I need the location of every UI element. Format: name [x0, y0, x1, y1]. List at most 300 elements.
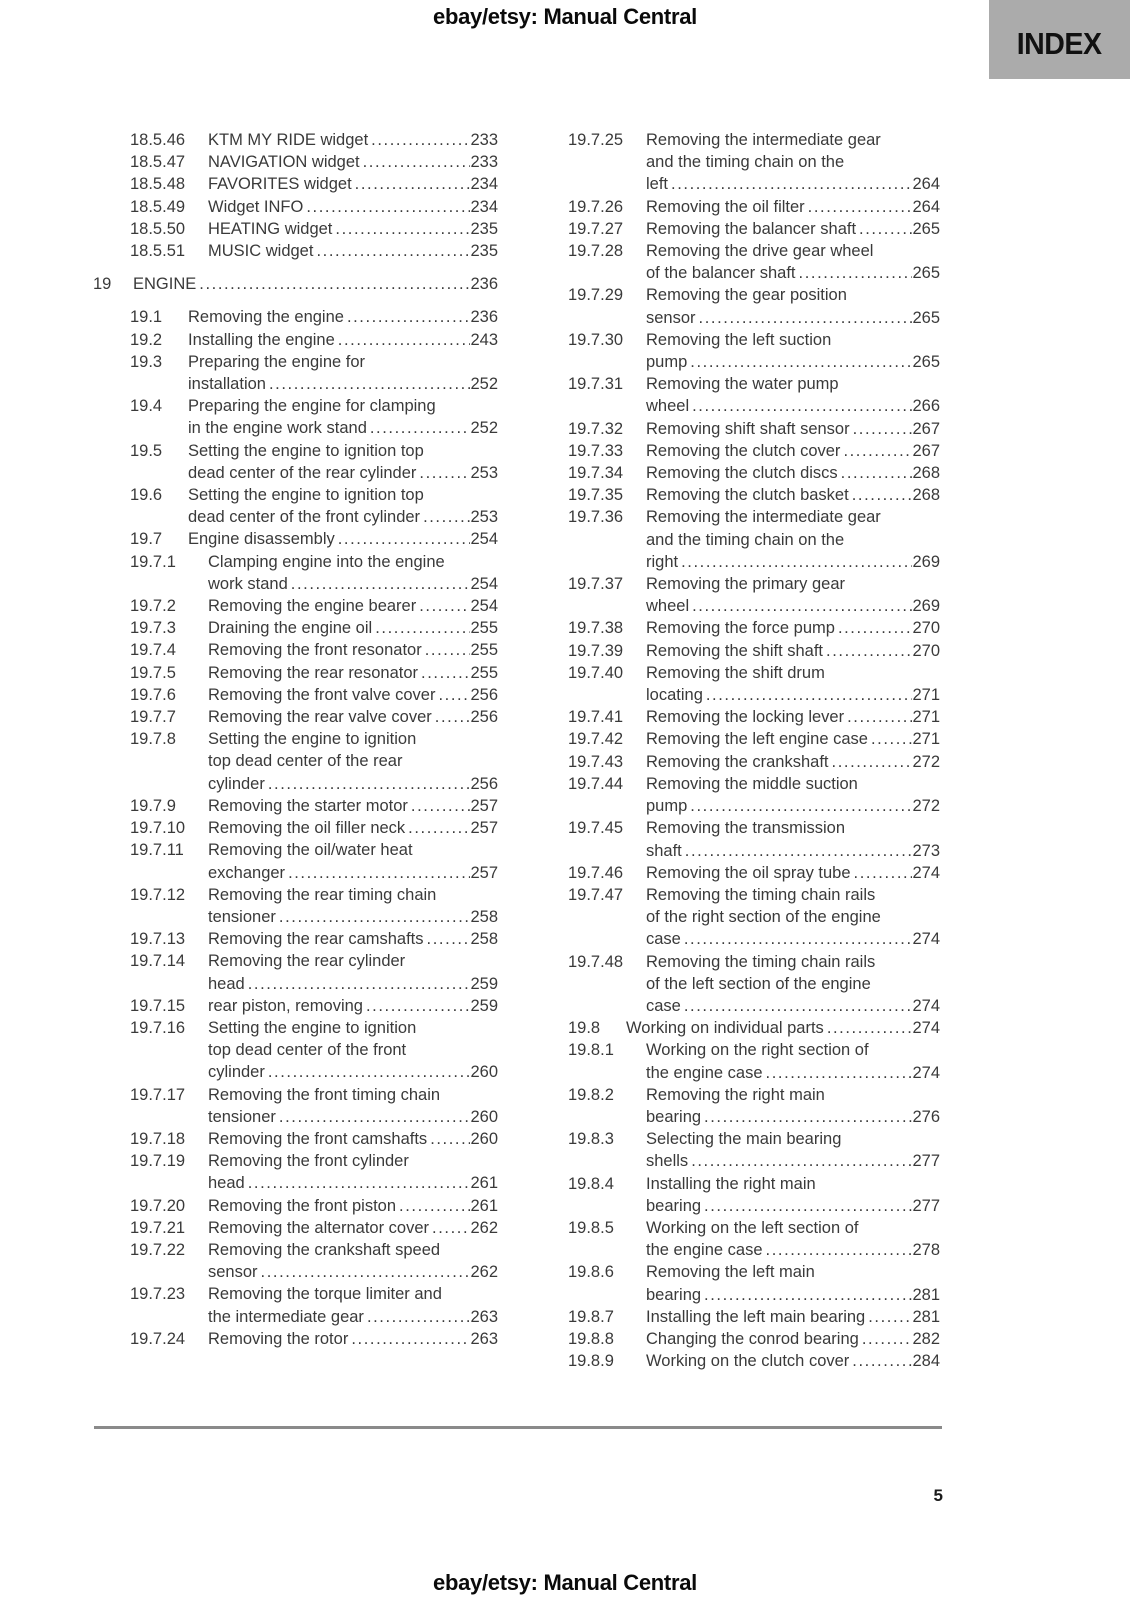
entry-title-line: Removing the clutch discs: [646, 464, 838, 483]
dot-leader: [288, 573, 470, 595]
dot-leader: [678, 551, 912, 573]
entry-number: 19.7.16: [130, 1018, 186, 1037]
dot-leader: [276, 906, 470, 928]
entry-number: 19.7.22: [130, 1240, 186, 1259]
entry-number: 19.7.19: [130, 1152, 186, 1171]
dot-leader: [805, 196, 912, 218]
entry-number: 19.7.31: [568, 375, 624, 394]
toc-entry: [93, 484, 498, 528]
toc-entry: [93, 684, 498, 706]
toc-entry: [93, 1195, 498, 1217]
dot-leader: [763, 1239, 912, 1261]
entry-page-number: 235: [470, 219, 498, 238]
dot-leader: [368, 129, 470, 151]
entry-title-line: Removing the locking lever: [646, 708, 845, 727]
entry-title-line: Removing the drive gear wheel: [646, 242, 874, 261]
entry-page-number: 269: [912, 552, 940, 571]
toc-entry: [93, 884, 498, 928]
entry-title-line: rear piston, removing: [208, 996, 363, 1015]
entry-title-line: sensor: [646, 308, 696, 327]
entry-number: 19.7.37: [568, 575, 624, 594]
entry-number: 19.7.18: [130, 1129, 186, 1148]
entry-title-line: Removing the rear valve cover: [208, 708, 432, 727]
entry-number: 19.7.42: [568, 730, 624, 749]
dot-leader: [829, 751, 912, 773]
entry-title-line: Removing the oil spray tube: [646, 863, 851, 882]
dot-leader: [840, 440, 912, 462]
entry-title-line: MUSIC widget: [208, 242, 314, 261]
header-title: ebay/etsy: Manual Central: [433, 4, 697, 29]
dot-leader: [687, 351, 912, 373]
entry-page-number: 267: [912, 419, 940, 438]
entry-page-number: 258: [470, 930, 498, 949]
entry-title-line: installation: [188, 375, 266, 394]
toc-entry: [531, 817, 940, 861]
entry-number: 19.7.41: [568, 708, 624, 727]
entry-number: 19: [93, 275, 112, 294]
entry-title-line: tensioner: [208, 907, 276, 926]
entry-page-number: 274: [912, 1019, 940, 1038]
entry-title-line: Working on the left section of: [646, 1218, 859, 1237]
entry-number: 19.8.5: [568, 1218, 614, 1237]
entry-page-number: 274: [912, 996, 940, 1015]
entry-number: 19.7.12: [130, 885, 186, 904]
entry-title-line: Removing the clutch basket: [646, 486, 849, 505]
entry-page-number: 267: [912, 441, 940, 460]
dot-leader: [418, 662, 470, 684]
dot-leader: [396, 1195, 470, 1217]
toc-entry: [531, 196, 940, 218]
entry-title-line: Clamping engine into the engine: [208, 552, 445, 571]
toc-entry: [531, 440, 940, 462]
entry-title-line: and the timing chain on the: [646, 153, 845, 172]
entry-number: 19.7.5: [130, 663, 176, 682]
entry-title-line: Draining the engine oil: [208, 619, 373, 638]
entry-number: 19.7.32: [568, 419, 624, 438]
entry-page-number: 270: [912, 641, 940, 660]
dot-leader: [681, 995, 912, 1017]
entry-number: 19.7.6: [130, 685, 176, 704]
entry-title-line: Removing the intermediate gear: [646, 131, 881, 149]
toc-entry: [93, 273, 498, 295]
entry-page-number: 256: [470, 708, 498, 727]
entry-page-number: 282: [912, 1329, 940, 1348]
entry-page-number: 265: [912, 264, 940, 283]
entry-page-number: 274: [912, 930, 940, 949]
entry-title-line: dead center of the front cylinder: [188, 508, 421, 527]
entry-title-line: Removing the engine: [188, 308, 344, 327]
entry-title-line: Removing the front valve cover: [208, 685, 436, 704]
entry-number: 19.7.9: [130, 796, 176, 815]
entry-title-line: NAVIGATION widget: [208, 153, 360, 172]
entry-number: 19.7.29: [568, 286, 624, 305]
entry-title-line: work stand: [208, 574, 288, 593]
toc-entry: [531, 640, 940, 662]
entry-title-line: Removing the crankshaft speed: [208, 1240, 441, 1259]
entry-number: 19.8.9: [568, 1352, 614, 1371]
entry-title-line: Removing the force pump: [646, 619, 835, 638]
entry-title-line: Removing the starter motor: [208, 796, 408, 815]
dot-leader: [868, 728, 912, 750]
dot-leader: [701, 1284, 912, 1306]
toc-entry: [93, 1150, 498, 1194]
entry-title-line: Engine disassembly: [188, 530, 335, 549]
entry-title-line: Setting the engine to ignition: [208, 1018, 417, 1037]
entry-number: 19.7.25: [568, 131, 624, 149]
dot-leader: [364, 1306, 470, 1328]
page-header: [0, 4, 1130, 30]
toc-entry: [531, 484, 940, 506]
entry-page-number: 253: [470, 508, 498, 527]
entry-page-number: 260: [470, 1107, 498, 1126]
entry-title-line: Changing the conrod bearing: [646, 1329, 859, 1348]
entry-number: 19.8.1: [568, 1041, 614, 1060]
dot-leader: [266, 373, 470, 395]
dot-leader: [427, 1128, 470, 1150]
dot-leader: [681, 928, 912, 950]
page-number-footer: 5: [933, 1486, 943, 1505]
toc-entry: [93, 617, 498, 639]
dot-leader: [435, 684, 470, 706]
entry-page-number: 257: [470, 863, 498, 882]
entry-number: 19.7.1: [130, 552, 176, 571]
entry-number: 18.5.51: [130, 242, 186, 261]
dot-leader: [276, 1106, 470, 1128]
toc-entry: [93, 1128, 498, 1150]
entry-page-number: 234: [470, 197, 498, 216]
toc-entry: [93, 440, 498, 484]
dot-leader: [689, 395, 912, 417]
entry-number: 19.7.13: [130, 930, 186, 949]
entry-title-line: left: [646, 175, 669, 194]
dot-leader: [363, 995, 470, 1017]
entry-number: 19.8.8: [568, 1329, 614, 1348]
entry-number: 19.8.3: [568, 1130, 614, 1149]
dot-leader: [372, 617, 470, 639]
dot-leader: [850, 418, 912, 440]
dot-leader: [835, 617, 912, 639]
entry-title-line: Removing shift shaft sensor: [646, 419, 850, 438]
entry-page-number: 233: [470, 131, 498, 149]
entry-page-number: 284: [912, 1352, 940, 1371]
dot-leader: [429, 1217, 470, 1239]
dot-leader: [668, 173, 912, 195]
entry-title-line: Removing the rear timing chain: [208, 885, 437, 904]
entry-title-line: dead center of the rear cylinder: [188, 463, 417, 482]
entry-page-number: 261: [470, 1174, 498, 1193]
entry-title-line: head: [208, 974, 245, 993]
entry-page-number: 278: [912, 1241, 940, 1260]
toc-entry: [531, 1306, 940, 1328]
entry-page-number: 256: [470, 774, 498, 793]
toc-entry: [531, 1128, 940, 1172]
dot-leader: [432, 706, 470, 728]
entry-title-line: Removing the rotor: [208, 1329, 349, 1348]
entry-number: 19.7.20: [130, 1196, 186, 1215]
entry-number: 18.5.46: [130, 131, 186, 149]
dot-leader: [420, 506, 470, 528]
entry-number: 19.7.36: [568, 508, 624, 527]
dot-leader: [688, 1150, 912, 1172]
index-label: INDEX: [1017, 25, 1102, 61]
toc-column-left: [93, 129, 498, 1350]
toc-entry: [531, 884, 940, 951]
toc-entry: [93, 595, 498, 617]
entry-title-line: Installing the right main: [646, 1174, 816, 1193]
entry-title-line: Removing the balancer shaft: [646, 219, 857, 238]
dot-leader: [687, 795, 912, 817]
dot-leader: [701, 1106, 912, 1128]
entry-title-line: Removing the oil filler neck: [208, 819, 406, 838]
entry-number: 19.1: [130, 308, 163, 327]
entry-number: 18.5.50: [130, 219, 186, 238]
entry-title-line: Removing the left engine case: [646, 730, 868, 749]
entry-title-line: case: [646, 996, 681, 1015]
entry-page-number: 260: [470, 1063, 498, 1082]
entry-number: 18.5.48: [130, 175, 186, 194]
entry-title-line: Removing the shift drum: [646, 663, 825, 682]
entry-page-number: 276: [912, 1107, 940, 1126]
entry-page-number: 243: [470, 330, 498, 349]
entry-title-line: cylinder: [208, 1063, 265, 1082]
dot-leader: [859, 1328, 912, 1350]
entry-number: 19.7.47: [568, 885, 624, 904]
entry-page-number: 266: [912, 397, 940, 416]
entry-number: 19.8: [568, 1019, 601, 1038]
entry-page-number: 259: [470, 974, 498, 993]
dot-leader: [245, 1172, 470, 1194]
dot-leader: [335, 329, 470, 351]
dot-leader: [682, 840, 912, 862]
toc-entry: [531, 1261, 940, 1305]
entry-page-number: 260: [470, 1129, 498, 1148]
entry-page-number: 264: [912, 197, 940, 216]
entry-title-line: Removing the front resonator: [208, 641, 422, 660]
dot-leader: [245, 973, 470, 995]
toc-entry: [93, 728, 498, 795]
toc-entry: [93, 218, 498, 240]
entry-page-number: 271: [912, 730, 940, 749]
dot-leader: [408, 795, 470, 817]
toc-entry: [93, 639, 498, 661]
dot-leader: [335, 528, 470, 550]
toc-entry: [93, 662, 498, 684]
entry-title-line: case: [646, 930, 681, 949]
entry-number: 19.7: [130, 530, 163, 549]
dot-leader: [838, 462, 912, 484]
entry-title-line: Preparing the engine for: [188, 352, 366, 371]
entry-page-number: 272: [912, 797, 940, 816]
entry-title-line: Removing the left main: [646, 1263, 815, 1282]
entry-page-number: 262: [470, 1263, 498, 1282]
toc-entry: [531, 506, 940, 573]
entry-page-number: 253: [470, 463, 498, 482]
entry-number: 19.6: [130, 486, 163, 505]
entry-page-number: 235: [470, 242, 498, 261]
entry-title-line: wheel: [646, 397, 690, 416]
toc-entry: [531, 418, 940, 440]
dot-leader: [344, 306, 470, 328]
entry-page-number: 236: [470, 275, 498, 294]
entry-title-line: Removing the gear position: [646, 286, 847, 305]
toc-entry: [93, 351, 498, 395]
toc-entry: [531, 617, 940, 639]
toc-entry: [93, 129, 498, 151]
toc-entry: [531, 240, 940, 284]
entry-page-number: 272: [912, 752, 940, 771]
entry-page-number: 234: [470, 175, 498, 194]
entry-title-line: wheel: [646, 597, 690, 616]
toc-entry: [93, 1283, 498, 1327]
entry-number: 19.7.11: [130, 841, 184, 860]
entry-title-line: Removing the timing chain rails: [646, 885, 876, 904]
entry-page-number: 265: [912, 219, 940, 238]
toc-entry: [93, 795, 498, 817]
dot-leader: [865, 1306, 912, 1328]
entry-page-number: 257: [470, 819, 498, 838]
dot-leader: [360, 151, 470, 173]
entry-title-line: Selecting the main bearing: [646, 1130, 842, 1149]
toc-entry: [531, 951, 940, 1018]
entry-title-line: Removing the front cylinder: [208, 1152, 409, 1171]
entry-page-number: 273: [912, 841, 940, 860]
toc-entry: [93, 1017, 498, 1084]
entry-title-line: shaft: [646, 841, 682, 860]
entry-page-number: 255: [470, 641, 498, 660]
dot-leader: [851, 862, 912, 884]
entry-number: 19.7.7: [130, 708, 176, 727]
toc-column-right: [531, 129, 940, 1372]
entry-title-line: sensor: [208, 1263, 258, 1282]
entry-page-number: 262: [470, 1218, 498, 1237]
dot-leader: [416, 595, 470, 617]
entry-page-number: 264: [912, 175, 940, 194]
entry-page-number: 252: [470, 419, 498, 438]
entry-number: 19.7.30: [568, 330, 624, 349]
toc-entry: [531, 1328, 940, 1350]
entry-title-line: HEATING widget: [208, 219, 333, 238]
entry-title-line: pump: [646, 353, 688, 372]
entry-title-line: Preparing the engine for clamping: [188, 397, 436, 416]
dot-leader: [696, 307, 912, 329]
entry-title-line: Working on the right section of: [646, 1041, 869, 1060]
toc-entry: [531, 129, 940, 196]
entry-page-number: 281: [912, 1307, 940, 1326]
dot-leader: [405, 817, 470, 839]
entry-title-line: pump: [646, 797, 688, 816]
toc-entry: [531, 462, 940, 484]
entry-title-line: locating: [646, 686, 703, 705]
entry-title-line: Removing the rear cylinder: [208, 952, 406, 971]
toc-entry: [531, 728, 940, 750]
dot-leader: [824, 1017, 912, 1039]
entry-title-line: Removing the crankshaft: [646, 752, 829, 771]
entry-title-line: of the balancer shaft: [646, 264, 796, 283]
toc-entry: [531, 862, 940, 884]
entry-number: 19.5: [130, 441, 163, 460]
entry-title-line: Setting the engine to ignition top: [188, 441, 424, 460]
entry-number: 19.7.15: [130, 996, 186, 1015]
toc-entry: [93, 706, 498, 728]
entry-title-line: top dead center of the front: [208, 1041, 407, 1060]
index-tab: [989, 0, 1130, 79]
entry-number: 19.7.39: [568, 641, 624, 660]
entry-title-line: Removing the primary gear: [646, 575, 845, 594]
entry-number: 19.7.23: [130, 1285, 186, 1304]
toc-entry: [93, 1217, 498, 1239]
dot-leader: [796, 262, 912, 284]
entry-number: 19.7.2: [130, 597, 176, 616]
entry-number: 19.7.46: [568, 863, 624, 882]
entry-number: 19.2: [130, 330, 163, 349]
entry-title-line: Working on the clutch cover: [646, 1352, 850, 1371]
entry-title-line: tensioner: [208, 1107, 276, 1126]
entry-number: 18.5.47: [130, 153, 186, 172]
dot-leader: [856, 218, 912, 240]
entry-number: 19.7.4: [130, 641, 176, 660]
toc-entry: [531, 1039, 940, 1083]
entry-page-number: 261: [470, 1196, 498, 1215]
entry-number: 19.8.4: [568, 1174, 614, 1193]
toc-entry: [531, 329, 940, 373]
entry-number: 19.8.7: [568, 1307, 614, 1326]
entry-title-line: bearing: [646, 1285, 702, 1304]
entry-title-line: exchanger: [208, 863, 286, 882]
entry-title-line: Removing the middle suction: [646, 774, 858, 793]
entry-number: 19.8.6: [568, 1263, 614, 1282]
toc-entry: [531, 573, 940, 617]
entry-title-line: Removing the front piston: [208, 1196, 397, 1215]
toc-entry: [93, 306, 498, 328]
entry-page-number: 274: [912, 1063, 940, 1082]
entry-page-number: 252: [470, 375, 498, 394]
entry-number: 19.7.21: [130, 1218, 186, 1237]
entry-title-line: Removing the timing chain rails: [646, 952, 876, 971]
dot-leader: [313, 240, 470, 262]
entry-number: 19.7.10: [130, 819, 186, 838]
toc-entry: [531, 773, 940, 817]
entry-page-number: 268: [912, 486, 940, 505]
dot-leader: [763, 1062, 912, 1084]
dot-leader: [416, 462, 470, 484]
entry-title-line: Removing the transmission: [646, 819, 845, 838]
entry-number: 19.7.26: [568, 197, 624, 216]
entry-title-line: Working on individual parts: [626, 1019, 824, 1038]
entry-title-line: of the left section of the engine: [646, 974, 871, 993]
entry-page-number: 254: [470, 574, 498, 593]
entry-title-line: Removing the front camshafts: [208, 1129, 428, 1148]
entry-number: 19.7.17: [130, 1085, 186, 1104]
entry-title-line: right: [646, 552, 679, 571]
dot-leader: [422, 639, 470, 661]
entry-number: 19.7.14: [130, 952, 186, 971]
entry-title-line: Removing the engine bearer: [208, 597, 417, 616]
entry-page-number: 271: [912, 686, 940, 705]
entry-page-number: 257: [470, 796, 498, 815]
toc-entry: [93, 1328, 498, 1350]
entry-number: 19.3: [130, 352, 163, 371]
entry-title-line: shells: [646, 1152, 689, 1171]
entry-title-line: of the right section of the engine: [646, 908, 881, 927]
entry-number: 19.7.33: [568, 441, 624, 460]
entry-number: 19.8.2: [568, 1085, 614, 1104]
entry-title-line: head: [208, 1174, 245, 1193]
dot-leader: [689, 595, 912, 617]
entry-title-line: cylinder: [208, 774, 265, 793]
entry-title-line: top dead center of the rear: [208, 752, 403, 771]
entry-title-line: Widget INFO: [208, 197, 304, 216]
toc-entry: [93, 817, 498, 839]
